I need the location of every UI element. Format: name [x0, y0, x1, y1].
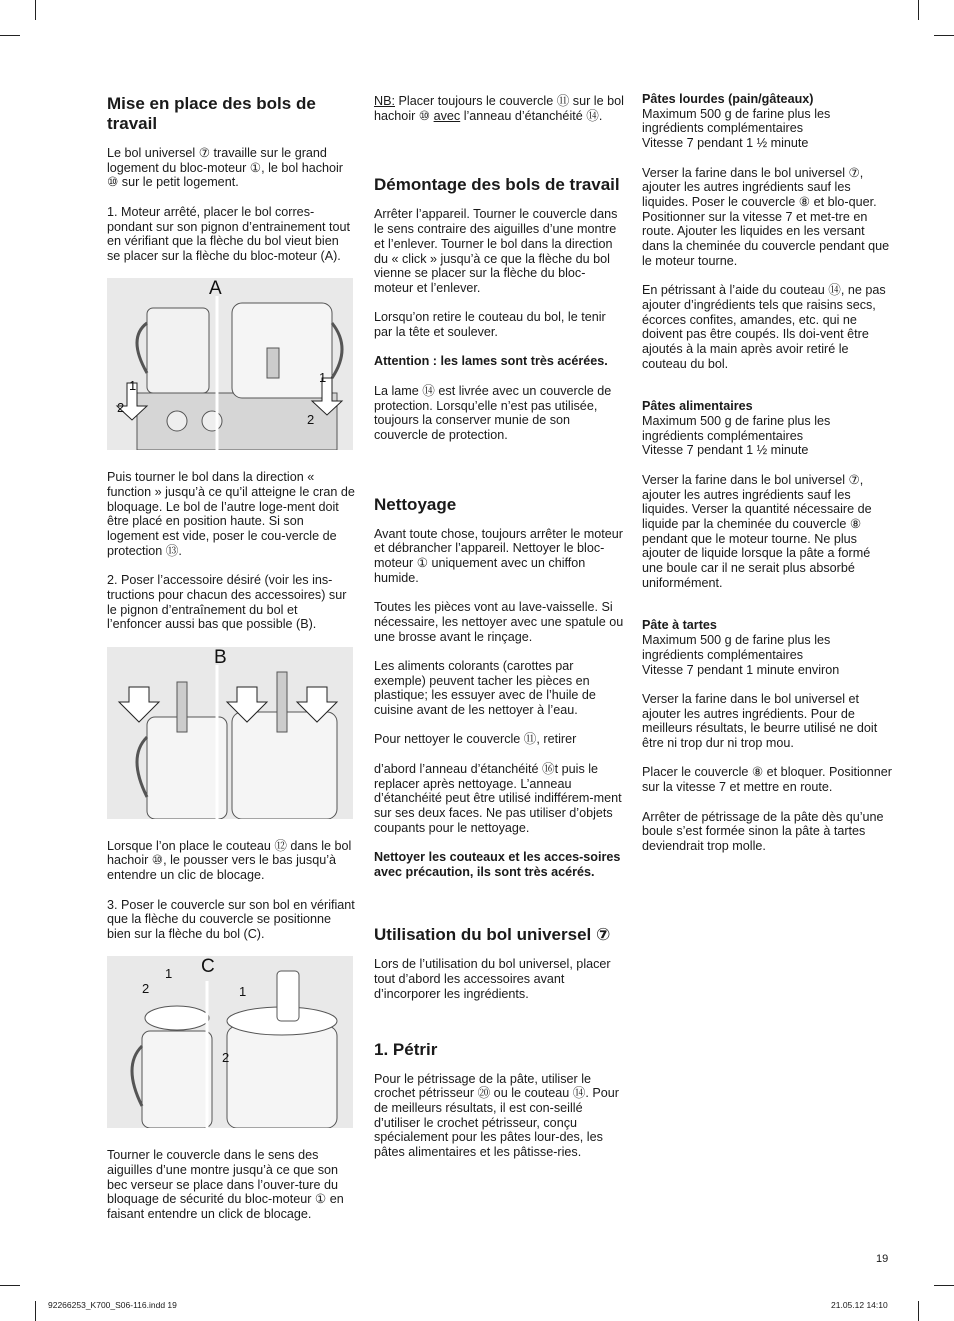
- paragraph: 2. Poser l’accessoire désiré (voir les ins-tructions pour chacun des accessoires) sur le pignon d’entraînement du bol et l’enfoncer aussi bas que possible (B).: [107, 573, 347, 632]
- footer-file-info: 92266253_K700_S06-116.indd 19: [48, 1300, 177, 1310]
- paragraph: Pour nettoyer le couvercle ⑪, retirer: [374, 732, 577, 747]
- figure-a-mark: 1: [129, 378, 137, 394]
- nb-avec: avec: [433, 108, 461, 123]
- figure-a: [107, 278, 353, 450]
- paragraph: En pétrissant à l’aide du couteau ⑭, ne pas ajouter d’ingrédients tels que raisins secs, écorces confites, amandes, etc. qui ne doivent pas être coupés. Ils doi-vent être ajoutés à la main après avoir retiré le couteau du bol.: [642, 283, 886, 371]
- section-title-mise-en-place: Mise en place des bols de travail: [107, 94, 316, 133]
- crop-mark: [35, 0, 36, 20]
- recipe-specs: Maximum 500 g de farine plus les ingrédients complémentaires Vitesse 7 pendant 1 ½ minute: [642, 106, 831, 151]
- nb-text: l’anneau d’étanchéité ⑭.: [460, 108, 603, 123]
- figure-a-mark: 1: [319, 370, 327, 386]
- figure-b: [107, 647, 353, 819]
- paragraph: La lame ⑭ est livrée avec un couvercle de protection. Lorsqu’elle n’est pas utilisée, toujours la conserver munie de son couvercle de protection.: [374, 383, 612, 442]
- paragraph: Pour le pétrissage de la pâte, utiliser le crochet pétrisseur ⑳ ou le couteau ⑭. Pour de meilleurs résultats, il est con-seillé d’utiliser le crochet pétrisseur, conçu spécialement pour les pâtes lour-des, les pâtes alimentaires et les pâtisse-ries.: [374, 1071, 620, 1160]
- recipe-specs: Maximum 500 g de farine plus les ingrédients complémentaires Vitesse 7 pendant 1 minute environ: [642, 633, 840, 677]
- figure-a-mark: 2: [117, 400, 125, 416]
- column-2: [374, 90, 624, 1174]
- crop-mark: [0, 1285, 20, 1286]
- figure-c-mark: 1: [239, 984, 247, 1000]
- paragraph: Toutes les pièces vont au lave-vaisselle. Si nécessaire, les nettoyer avec une spatule ou une brosse avant le rinçage.: [374, 600, 624, 644]
- section-title-demontage: Démontage des bols de travail: [374, 175, 620, 195]
- crop-mark: [918, 1301, 919, 1321]
- paragraph: Verser la farine dans le bol universel ⑦, ajouter les autres ingrédients sauf les liquides. Verser la quantité nécessaire de liquide par la cheminée du couvercle ⑧ pendant que le moteur tourne. Ne plus ajouter de liquide lorsque la pâte a formé une boule car il ne serait plus absorbé uniformément.: [642, 472, 872, 590]
- warning-text: Attention : les lames sont très acérées.: [374, 354, 608, 369]
- page-number: 19: [876, 1253, 889, 1265]
- crop-mark: [934, 35, 954, 36]
- paragraph: Puis tourner le bol dans la direction « function » jusqu’à ce qu’il atteigne le cran de bloquage. Le bol de l’autre loge-ment doit être placé en position haute. Si son logement est vide, poser le cou-vercle de protection ⑬.: [107, 470, 355, 558]
- paragraph: Tourner le couvercle dans le sens des aiguilles d’une montre jusqu’à ce que son bec verseur se place dans l’ouver-ture du bloquage de sécurité du bloc-moteur ① en faisant entendre un click de blocage.: [107, 1148, 344, 1222]
- paragraph: 3. Poser le couvercle sur son bol en vérifiant que la flèche du couvercle se positionne bien sur la flèche du bol (C).: [107, 897, 355, 941]
- section-title-utilisation: Utilisation du bol universel ⑦: [374, 925, 611, 945]
- paragraph: Avant toute chose, toujours arrêter le moteur et débrancher l’appareil. Nettoyer le bloc-moteur ① uniquement avec un chiffon humide.: [374, 526, 623, 585]
- crop-mark: [934, 1285, 954, 1286]
- figure-letter: A: [209, 278, 222, 300]
- column-1: [107, 90, 355, 1237]
- figure-c: [107, 956, 353, 1128]
- paragraph: Lorsque l’on place le couteau ⑫ dans le bol hachoir ⑩, le pousser vers le bas jusqu’à entendre un clic de blocage.: [107, 838, 352, 883]
- crop-mark: [918, 0, 919, 20]
- nb-note: [374, 94, 624, 123]
- paragraph: d’abord l’anneau d’étanchéité ⑯t puis le replacer après nettoyage. L’anneau d’étanchéité peut être utilisé indifférem-ment sur ses deux faces. Ne pas utiliser d’objets coupants pour le nettoyage.: [374, 761, 622, 835]
- crop-mark: [35, 1301, 36, 1321]
- paragraph: 1. Moteur arrêté, placer le bol corres-pondant sur son pignon d’entrainement tout en vérifiant que la flèche du bol vieut bien se placer sur la flèche du bloc-moteur (A).: [107, 204, 350, 263]
- section-title-nettoyage: Nettoyage: [374, 494, 457, 514]
- warning-text: Nettoyer les couteaux et les acces-soires avec précaution, ils sont très acérés.: [374, 850, 621, 879]
- food-processor-bowls-illustration: [107, 278, 353, 450]
- paragraph: Verser la farine dans le bol universel ⑦, ajouter les autres ingrédients sauf les liquides. Poser le couvercle ⑧ et blo-quer. Positionner sur la vitesse 7 et met-tre en route. Ajouter les liquides en les versant dans la cheminée du couvercle pendant que le moteur tourne.: [642, 165, 890, 268]
- figure-c-mark: 2: [222, 1050, 230, 1066]
- recipe-specs: Maximum 500 g de farine plus les ingrédients complémentaires Vitesse 7 pendant 1 ½ minute: [642, 414, 831, 458]
- figure-letter: C: [201, 956, 215, 978]
- paragraph: Lorsqu’on retire le couteau du bol, le tenir par la tête et soulever.: [374, 310, 606, 340]
- paragraph: Placer le couvercle ⑧ et bloquer. Positionner sur la vitesse 7 et mettre en route.: [642, 765, 893, 795]
- crop-mark: [0, 35, 20, 36]
- figure-a-mark: 2: [307, 412, 315, 428]
- figure-c-mark: 1: [165, 966, 173, 982]
- subsection-title: Pâtes lourdes (pain/gâteaux): [642, 92, 814, 106]
- food-processor-lid-illustration: [107, 956, 353, 1128]
- paragraph: Lors de l’utilisation du bol universel, placer tout d’abord les accessoires avant d’incorporer les ingrédients.: [374, 957, 611, 1001]
- subsection-title: Pâte à tartes: [642, 618, 717, 633]
- paragraph: Le bol universel ⑦ travaille sur le grand logement du bloc-moteur ①, le bol hachoir ⑩ sur le petit logement.: [107, 146, 344, 190]
- paragraph: Verser la farine dans le bol universel et ajouter les autres ingrédients. Pour de meilleurs résultats, le beurre utilisé ne doit être ni trop dur ni trop mou.: [642, 691, 878, 751]
- figure-letter: B: [214, 646, 227, 668]
- paragraph: Arrêter l’appareil. Tourner le couvercle dans le sens contraire des aiguilles d’une montre et l’enlever. Tourner le bol dans la direction du « click » jusqu’à ce que la flèche du bol vienne se placer sur la flèche du bloc-moteur et l’enlever.: [374, 207, 618, 295]
- footer-timestamp: 21.05.12 14:10: [831, 1300, 888, 1310]
- nb-text: Placer toujours le couvercle ⑪ sur le bol hachoir ⑩: [374, 94, 624, 123]
- subsection-title: Pâtes alimentaires: [642, 399, 753, 414]
- section-title-petrir: 1. Pétrir: [374, 1039, 438, 1059]
- nb-label: NB:: [374, 94, 395, 108]
- paragraph: Arrêter de pétrissage de la pâte dès qu’une boule s’est formée sinon la pâte à tartes deviendrait trop molle.: [642, 809, 884, 853]
- column-3: [642, 90, 892, 868]
- food-processor-accessory-illustration: [107, 647, 353, 819]
- figure-c-mark: 2: [142, 981, 150, 997]
- paragraph: Les aliments colorants (carottes par exemple) peuvent tacher les pièces en plastique; les essuyer avec de l’huile de cuisine avant de les nettoyer à l’eau.: [374, 658, 596, 718]
